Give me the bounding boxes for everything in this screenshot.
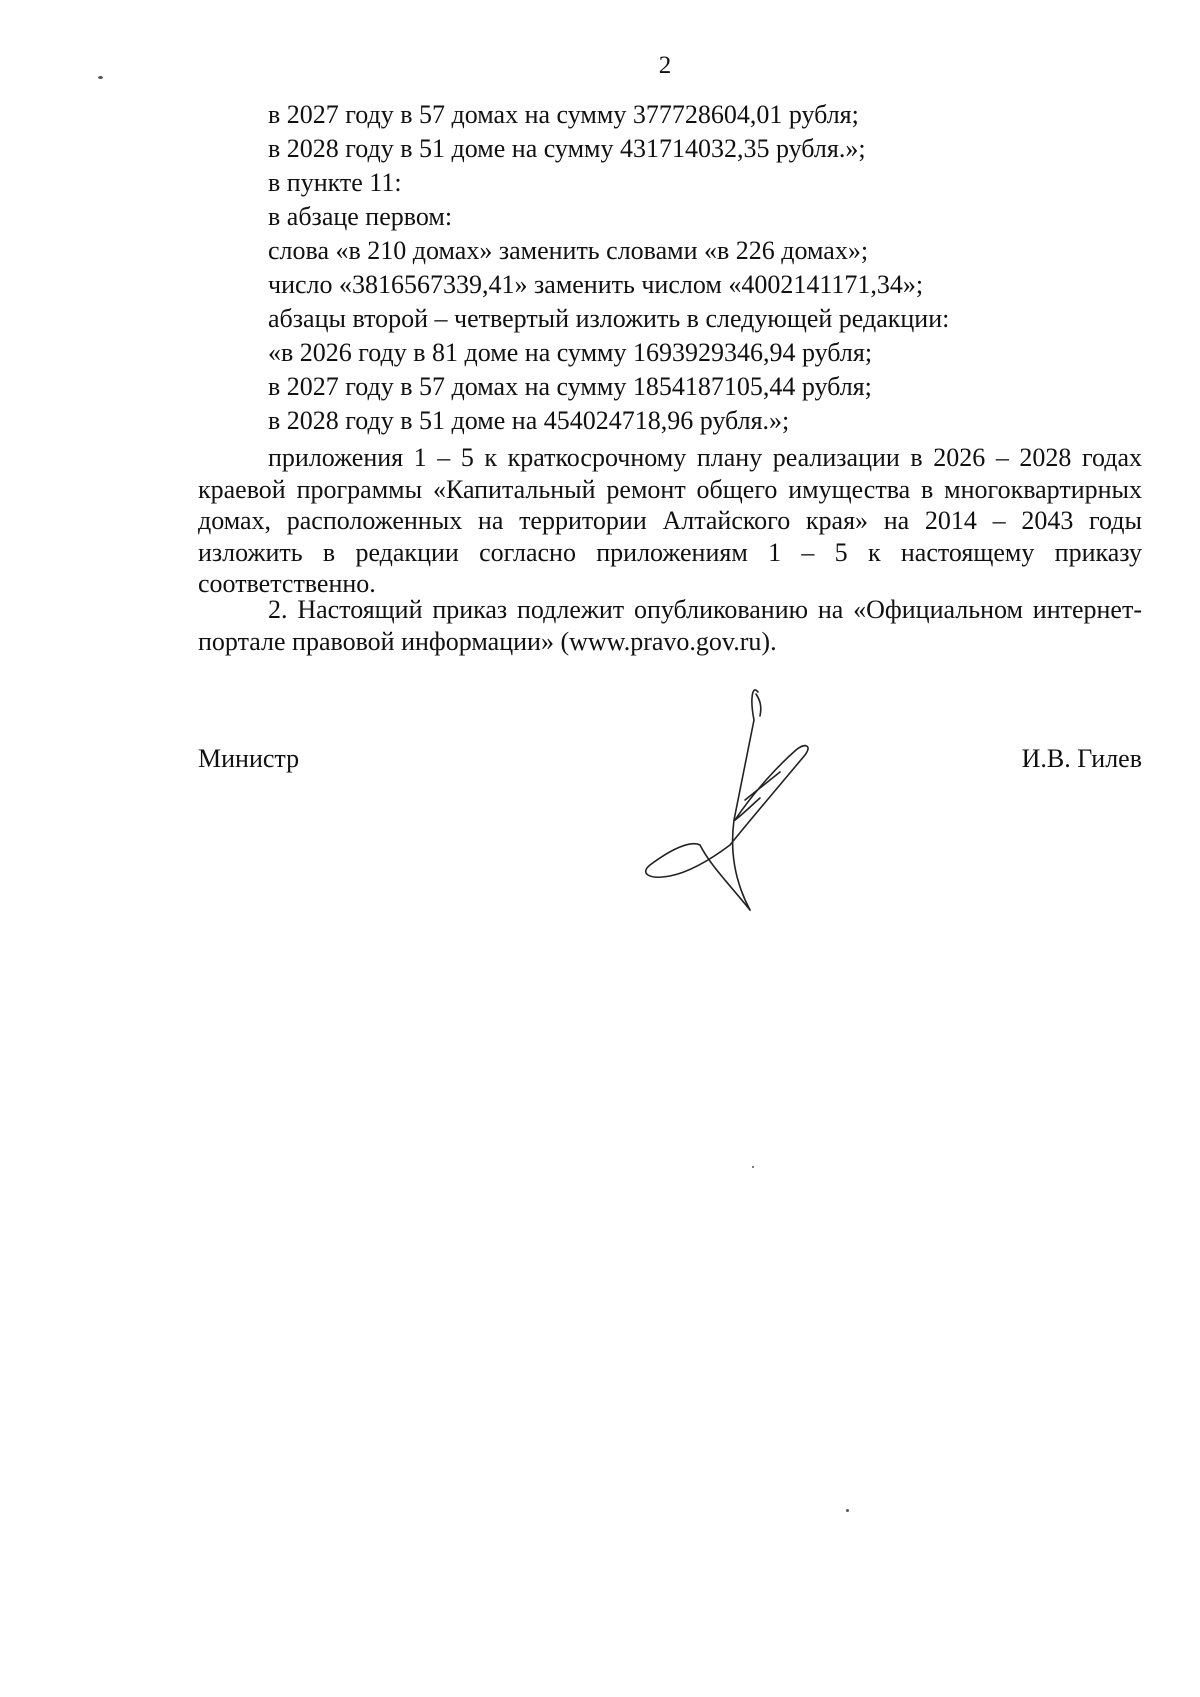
handwritten-signature-icon — [630, 680, 830, 920]
text-line: в абзаце первом: — [268, 202, 453, 231]
scan-speck — [846, 1509, 849, 1512]
text-line: число «3816567339,41» заменить числом «4002141171,34»; — [268, 270, 924, 299]
text-line: в 2028 году в 51 доме на сумму 431714032,35 рубля.»; — [268, 134, 866, 163]
text-line: абзацы второй – четвертый изложить в следующей редакции: — [268, 304, 950, 333]
text-line: слова «в 210 домах» заменить словами «в 226 домах»; — [268, 236, 869, 265]
signatory-name: И.В. Гилев — [1021, 744, 1142, 773]
text-line: «в 2026 году в 81 доме на сумму 1693929346,94 рубля; — [268, 338, 873, 367]
text-line: в 2027 году в 57 домах на сумму 1854187105,44 рубля; — [268, 372, 872, 401]
paragraph-publication: 2. Настоящий приказ подлежит опубликованию на «Официальном интернет-портале правовой информации» (www.pravo.gov.ru). — [198, 595, 1142, 656]
page-number: 2 — [658, 52, 672, 79]
text-line: в 2027 году в 57 домах на сумму 377728604,01 рубля; — [268, 100, 859, 129]
scan-speck — [752, 1166, 754, 1168]
text-line: в 2028 году в 51 доме на 454024718,96 рубля.»; — [268, 406, 790, 435]
text-line: в пункте 11: — [268, 168, 402, 197]
scan-speck — [98, 76, 103, 79]
signatory-title: Министр — [198, 744, 300, 773]
paragraph-appendices: приложения 1 – 5 к краткосрочному плану реализации в 2026 – 2028 годах краевой программы «Капитальный ремонт общего имущества в многоквартирных домах, расположенных на территории Алтайского края» на 2014 – 2043 годы изложить в редакции согласно приложениям 1 – 5 к настоящему приказу соответственно. — [198, 443, 1142, 598]
